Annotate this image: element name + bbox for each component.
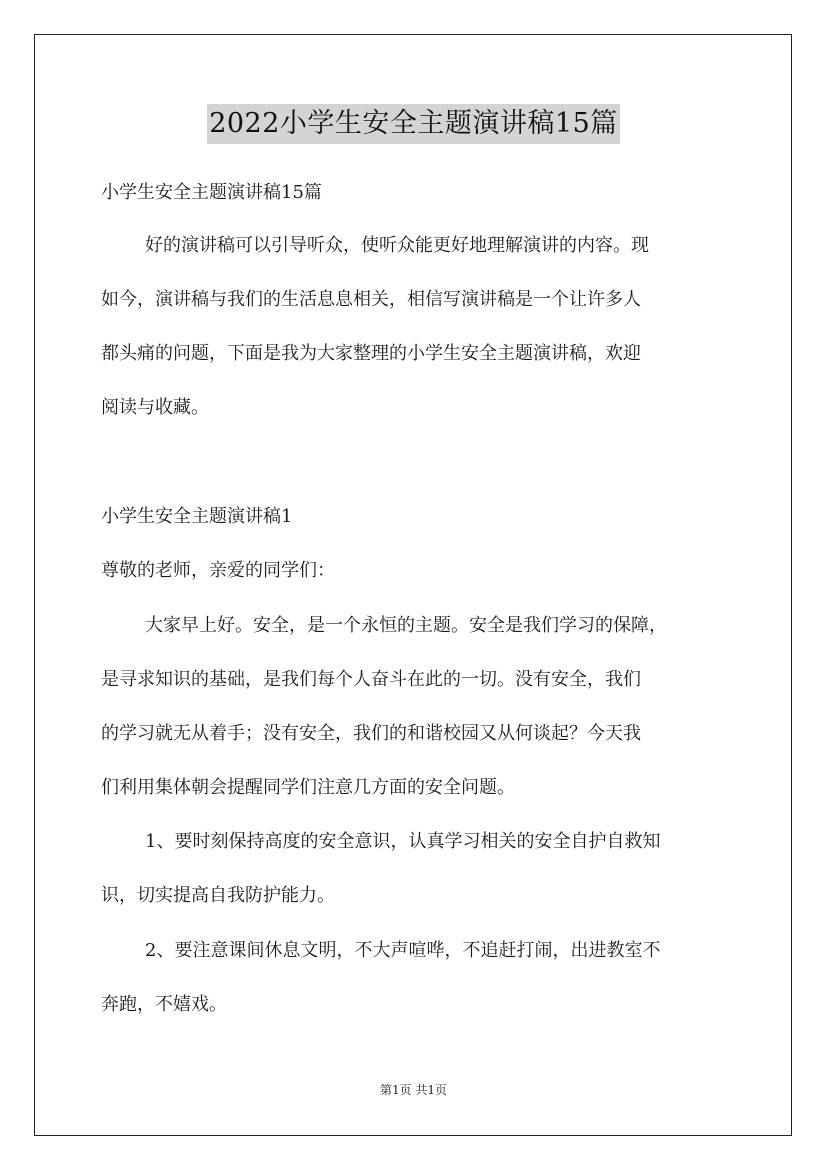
body-line-3: 的学习就无从着手；没有安全，我们的和谐校园又从何谈起？今天我 (101, 723, 641, 744)
point-1-line-1: 1、要时刻保持高度的安全意识，认真学习相关的安全自护自救知 (145, 831, 661, 852)
intro-line-1: 好的演讲稿可以引导听众，使听众能更好地理解演讲的内容。现 (145, 235, 649, 256)
body-line-1: 大家早上好。安全，是一个永恒的主题。安全是我们学习的保障， (145, 615, 667, 636)
document-subtitle: 小学生安全主题演讲稿15篇 (101, 182, 322, 203)
intro-line-2: 如今，演讲稿与我们的生活息息相关，相信写演讲稿是一个让许多人 (101, 289, 641, 310)
page-footer: 第1页 共1页 (379, 1083, 448, 1097)
point-2-line-1: 2、要注意课间休息文明，不大声喧哗，不追赶打闹，出进教室不 (145, 940, 661, 961)
section-heading: 小学生安全主题演讲稿1 (101, 506, 293, 527)
salutation: 尊敬的老师，亲爱的同学们： (101, 560, 335, 581)
title-wrapper (0, 104, 827, 144)
intro-line-3: 都头痛的问题，下面是我为大家整理的小学生安全主题演讲稿，欢迎 (101, 343, 641, 364)
intro-line-4: 阅读与收藏。 (101, 397, 209, 418)
point-2-line-2: 奔跑，不嬉戏。 (101, 994, 227, 1015)
body-line-4: 们利用集体朝会提醒同学们注意几方面的安全问题。 (101, 777, 515, 798)
point-1-line-2: 识，切实提高自我防护能力。 (101, 885, 335, 906)
document-title: 2022小学生安全主题演讲稿15篇 (207, 104, 620, 144)
body-line-2: 是寻求知识的基础，是我们每个人奋斗在此的一切。没有安全，我们 (101, 669, 641, 690)
